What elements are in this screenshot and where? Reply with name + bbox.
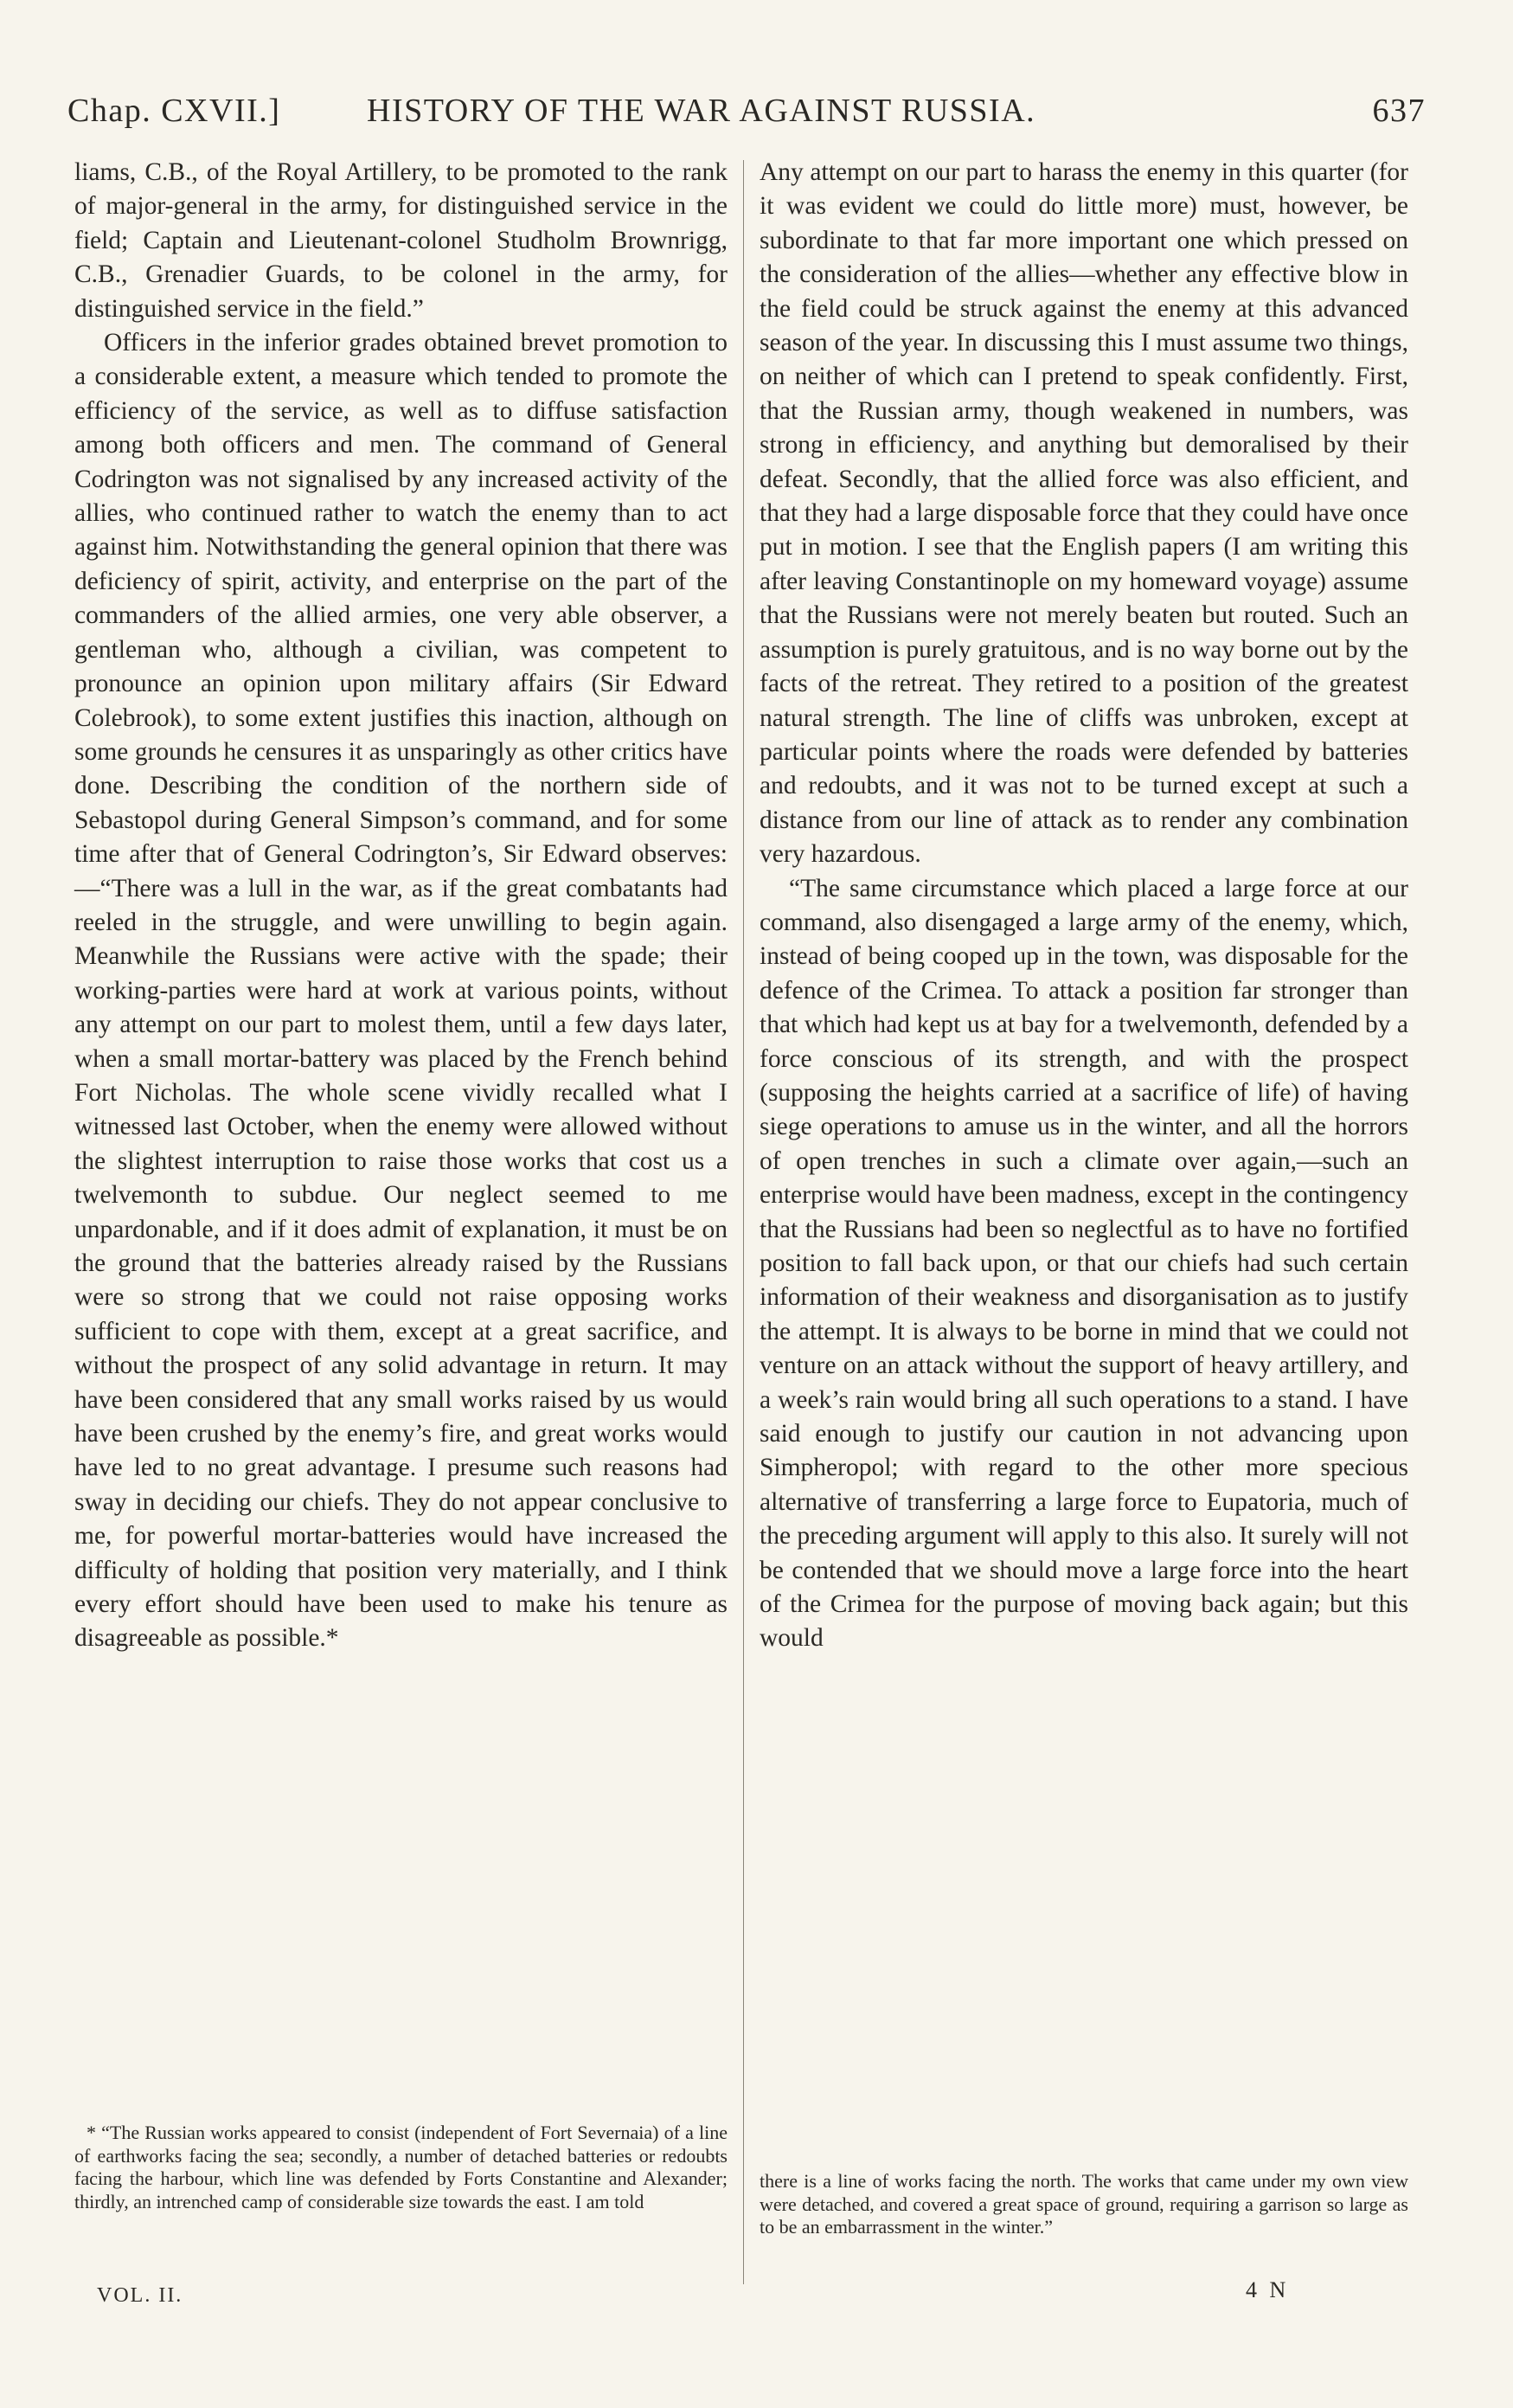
footnote-left bbox=[74, 2122, 728, 2213]
footnote-right bbox=[760, 2170, 1408, 2239]
volume-label: VOL. II. bbox=[97, 2284, 183, 2307]
right-paragraph-1: Any attempt on our part to harass the enemy in this quarter (for it was evident we could do little more) must, however, be subordinate to that far more important one which pressed on the consideration of the allies—whether any effective blow in the field could be struck against the enemy at this advanced season of the year. In discussing this I must assume two things, on neither of which can I pretend to speak confidently. First, that the Russian army, though weakened in numbers, was strong in efficiency, and anything but demoralised by their defeat. Secondly, that the allied force was also efficient, and that they had a large disposable force that they could have once put in motion. I see that the English papers (I am writing this after leaving Constantinople on my homeward voyage) assume that the Russians were not merely beaten but routed. Such an assumption is purely gratuitous, and is no way borne out by the facts of the retreat. They retired to a position of the greatest natural strength. The line of cliffs was unbroken, except at particular points where the roads were defended by batteries and redoubts, and it was not to be turned except at such a distance from our line of attack as to render any combination very hazardous. bbox=[760, 158, 1408, 869]
footnote-text-right: there is a line of works facing the north. The works that came under my own view were detached, and covered a great space of ground, requiring a garrison so large as to be an embarrassment in the winter.” bbox=[760, 2170, 1408, 2238]
left-column bbox=[74, 156, 728, 1656]
footnote-text-left: * “The Russian works appeared to consist (independent of Fort Severnaia) of a line of earthworks facing the sea; secondly, a number of detached batteries or redoubts facing the harbour, which line was defended by Forts Constantine and Alexander; thirdly, an intrenched camp of considerable size towards the east. I am told bbox=[74, 2122, 728, 2212]
page-number: 637 bbox=[1372, 93, 1426, 129]
signature-mark: 4 N bbox=[1246, 2277, 1290, 2302]
left-paragraph-1: liams, C.B., of the Royal Artillery, to be promoted to the rank of major-general in the army, for distinguished service in the field; Captain and Lieutenant-colonel Studholm Brownrigg, C.B., Grenadier Guards, to be colonel in the army, for distinguished service in the field.” bbox=[74, 158, 728, 323]
running-title: HISTORY OF THE WAR AGAINST RUSSIA. bbox=[367, 93, 1036, 129]
right-paragraph-2: “The same circumstance which placed a large force at our command, also disengaged a large army of the enemy, which, instead of being cooped up in the town, was disposable for the defence of the Crimea. To attack a position far stronger than that which had kept us at bay for a twelvemonth, defended by a force conscious of its strength, and with the prospect (supposing the heights carried at a sacrifice of life) of having siege operations to amuse us in the winter, and all the horrors of open trenches in such a climate over again,—such an enterprise would have been madness, except in the contingency that the Russians had been so neglectful as to have no fortified position to fall back upon, or that our chiefs had such certain information of their weakness and disorganisation as to justify the attempt. It is always to be borne in mind that we could not venture on an attack without the support of heavy artillery, and a week’s rain would bring all such operations to a stand. I have said enough to justify our caution in not advancing upon Simpheropol; with regard to the other more specious alternative of transferring a large force to Eupatoria, much of the preceding argument will apply to this also. It surely will not be contended that we should move a large force into the heart of the Crimea for the purpose of moving back again; but this would bbox=[760, 874, 1408, 1653]
chapter-label: Chap. CXVII.] bbox=[67, 93, 281, 129]
left-paragraph-2: Officers in the inferior grades obtained brevet promotion to a considerable extent, a measure which tended to promote the efficiency of the service, as well as to diffuse satisfaction among both officers and men. The command of General Codrington was not signalised by any increased activity of the allies, who continued rather to watch the enemy than to act against him. Notwithstanding the general opinion that there was deficiency of spirit, activity, and enterprise on the part of the commanders of the allied armies, one very able observer, a gentleman who, although a civilian, was competent to pronounce an opinion upon military affairs (Sir Edward Colebrook), to some extent justifies this inaction, although on some grounds he censures it as unsparingly as other critics have done. Describing the condition of the northern side of Sebastopol during General Simpson’s command, and for some time after that of General Codrington’s, Sir Edward observes:—“There was a lull in the war, as if the great combatants had reeled in the struggle, and were unwilling to begin again. Meanwhile the Russians were active with the spade; their working-parties were hard at work at various points, without any attempt on our part to molest them, until a few days later, when a small mortar-battery was placed by the French behind Fort Nicholas. The whole scene vividly recalled what I witnessed last October, when the enemy were allowed without the slightest interruption to raise those works that cost us a twelvemonth to subdue. Our neglect seemed to me unpardonable, and if it does admit of explanation, it must be on the ground that the batteries already raised by the Russians were so strong that we could not raise opposing works sufficient to cope with them, except at a great sacrifice, and without the prospect of any solid advantage in return. It may have been considered that any small works raised by us would have been crushed by the enemy’s fire, and great works would have led to no great advantage. I presume such reasons had sway in deciding our chiefs. They do not appear conclusive to me, for powerful mortar-batteries would have increased the difficulty of holding that position very materially, and I think every effort should have been used to make his tenure as disagreeable as possible.* bbox=[74, 329, 728, 1653]
right-column bbox=[760, 156, 1408, 1656]
running-header bbox=[67, 92, 1426, 144]
column-divider bbox=[743, 160, 744, 2284]
